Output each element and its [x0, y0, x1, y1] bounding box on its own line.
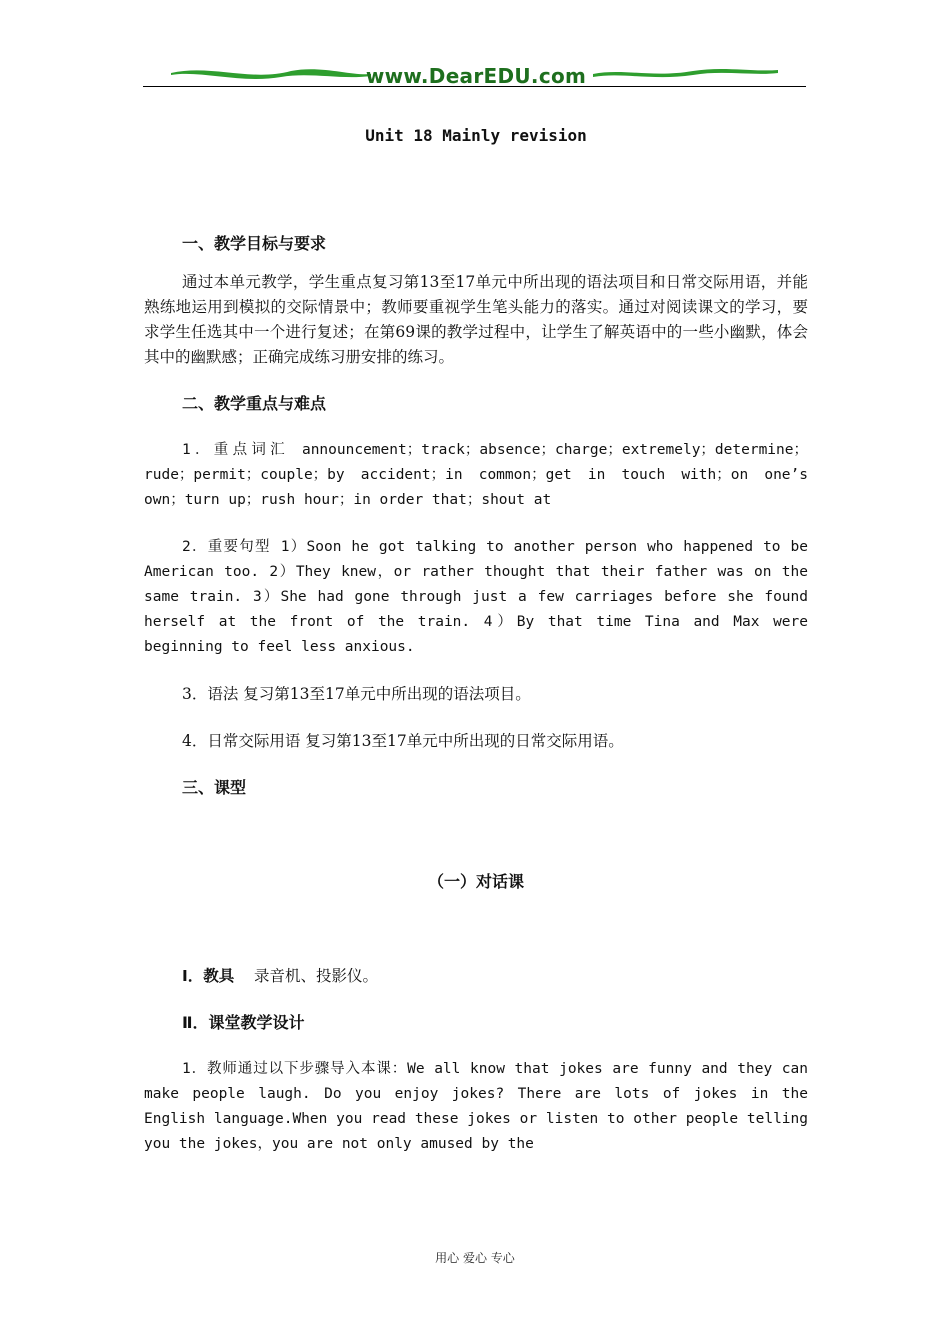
- key-sentences: 2．重要句型 1）Soon he got talking to another person who happened to be American too. 2）They knew，or rather thought that their father was on the same train. 3）She had gone through just a few carriages before she found herself at the front of the train. 4）By that time Tina and Max were beginning to feel less anxious.: [144, 539, 808, 655]
- header-rule: [143, 86, 806, 87]
- grammar-item: 3．语法 复习第13至17单元中所出现的语法项目。: [182, 685, 531, 703]
- key-vocabulary: 1．重点词汇 announcement；track；absence；charge；extremely；determine；rude；permit；couple；by accident；in common；get in touch with；on one’s own；turn up；rush hour；in order that；shout at: [144, 442, 808, 508]
- section1-paragraph: 通过本单元教学，学生重点复习第13至17单元中所出现的语法项目和日常交际用语，并能熟练地运用到模拟的交际情景中；教师要重视学生笔头能力的落实。通过对阅读课文的学习，要求学生任选其中一个进行复述；在第69课的教学过程中，让学生了解英语中的一些小幽默，体会其中的幽默感；正确完成练习册安排的练习。: [144, 273, 808, 366]
- daily-expressions-item: 4．日常交际用语 复习第13至17单元中所出现的日常交际用语。: [182, 732, 624, 750]
- teaching-tools-value: 录音机、投影仪。: [254, 967, 379, 985]
- section2-heading: 二、教学重点与难点: [182, 394, 327, 413]
- classroom-design-heading: Ⅱ．课堂教学设计: [182, 1013, 305, 1032]
- section3-heading: 三、课型: [182, 778, 247, 797]
- teaching-tools-label: Ⅰ．教具: [182, 967, 235, 985]
- site-header: [143, 60, 806, 90]
- classroom-design-step1: 1．教师通过以下步骤导入本课：We all know that jokes are funny and they can make people laugh. Do you enjoy jokes? There are lots of jokes in the English language.When you read these jokes or listen to other people telling you the jokes，you are not only amused by the: [144, 1061, 808, 1152]
- right-wave-decoration: [593, 66, 778, 80]
- page-footer: 用心 爱心 专心: [435, 1251, 515, 1265]
- section1-heading: 一、教学目标与要求: [182, 234, 327, 253]
- document-title: Unit 18 Mainly revision: [365, 126, 587, 145]
- document-body: [144, 124, 808, 1157]
- left-wave-decoration: [171, 66, 371, 80]
- teaching-tools: [144, 964, 808, 989]
- dialogue-lesson-heading: （一）对话课: [427, 872, 524, 891]
- site-logo-text: www.DearEDU.com: [365, 64, 587, 88]
